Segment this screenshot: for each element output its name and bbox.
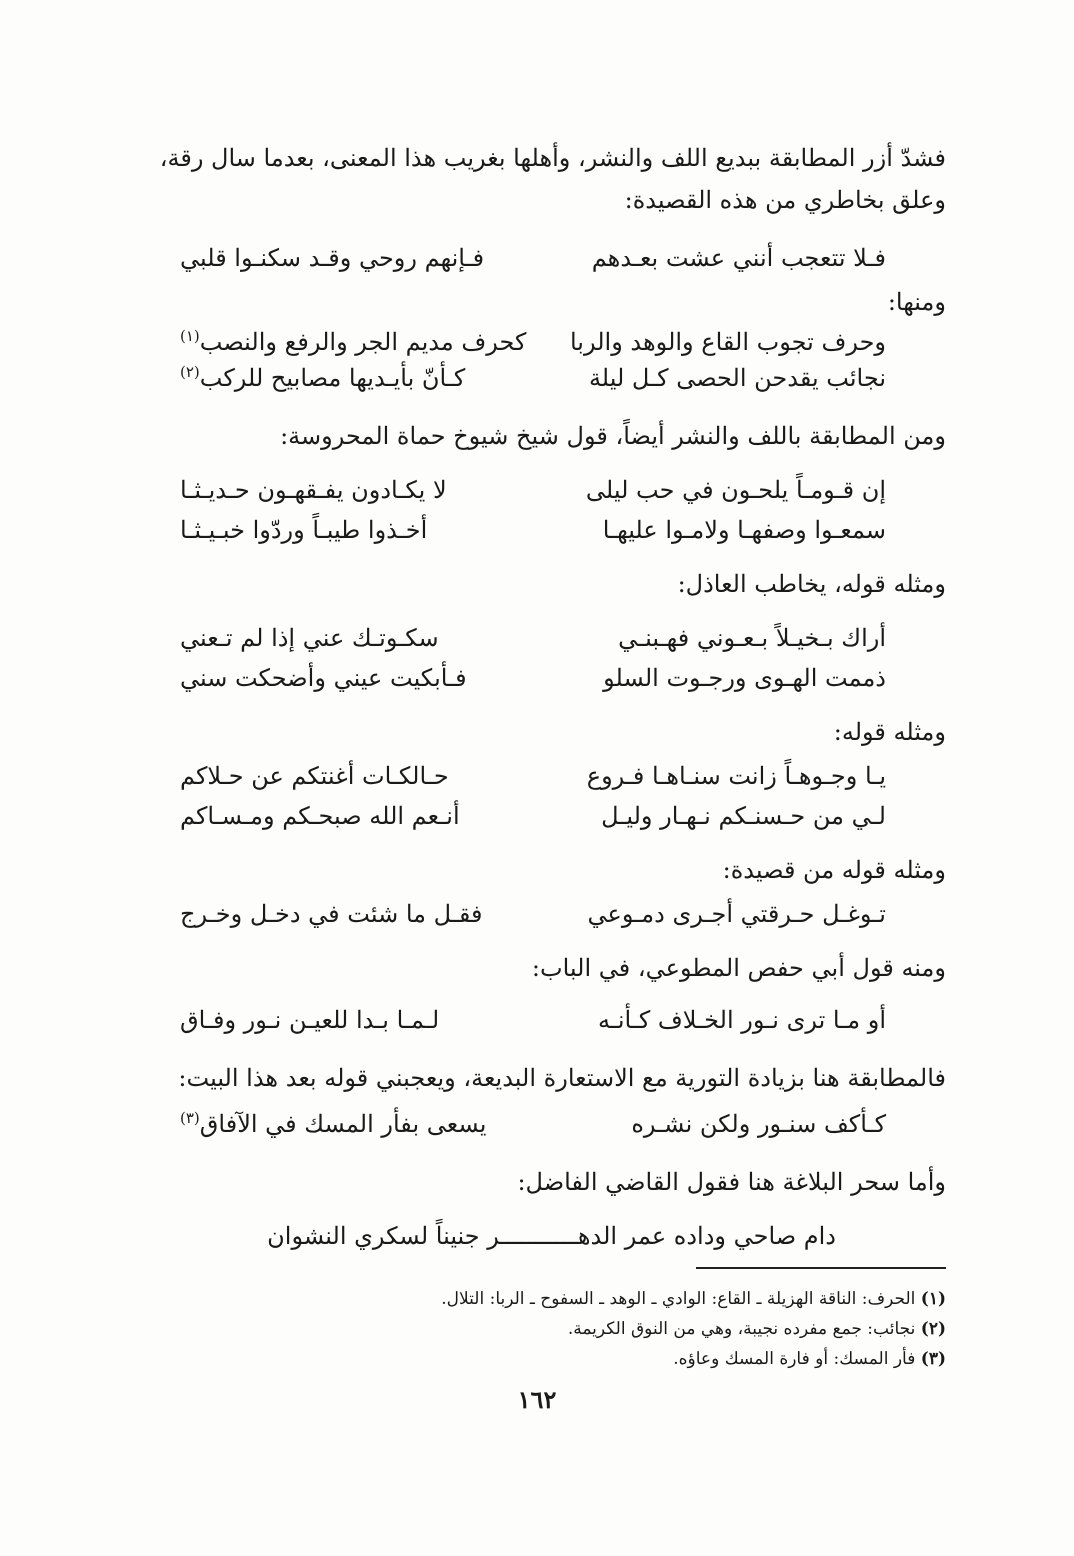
footnote-text: الحرف: الناقة الهزيلة ـ القاع: الوادي ـ الوهد ـ السفوح ـ الربا: التلال. — [441, 1289, 916, 1309]
verse-hemistich-right: تـوغـل حـرقتي أجـرى دمـوعي — [587, 900, 886, 928]
paragraph-line: وعلق بخاطري من هذه القصيدة: — [624, 186, 946, 214]
verse-hemistich-right: سمعـوا وصفهـا ولامـوا عليهـا — [602, 516, 886, 544]
verse-hemistich-right: نجائب يقدحن الحصى كـل ليلة — [588, 364, 886, 392]
verse-hemistich-left — [180, 1108, 486, 1140]
verse-hemistich-left: سكـوتـك عني إذا لم تـعني — [180, 624, 439, 652]
verse-hemistich-left: أخـذوا طيبـاً وردّوا خبـيـثـا — [180, 516, 428, 544]
page-number: ١٦٢ — [517, 1385, 557, 1414]
paragraph-line: وأما سحر البلاغة هنا فقول القاضي الفاضل: — [517, 1168, 946, 1196]
footnote-text: فأر المسك: أو فارة المسك وعاؤه. — [673, 1349, 916, 1369]
verse-single: دام صاحي وداده عمر الدهـــــــــــر جنيناً لسكري النشوان — [267, 1222, 836, 1250]
footnote — [673, 1346, 946, 1372]
verse-hemistich-left: لا يكـادون يفـقهـون حـديـثـا — [180, 476, 447, 504]
paragraph-line: ومثله قوله، يخاطب العاذل: — [677, 570, 946, 598]
verse-hemistich-left: فـإنهم روحي وقـد سكنـوا قلبي — [180, 244, 485, 272]
footnote-marker: (٢) — [180, 363, 200, 381]
verse-hemistich-left — [180, 362, 465, 394]
verse-hemistich-right: ذممت الهـوى ورجـوت السلو — [603, 664, 886, 692]
verse-hemistich-left: فقـل ما شئت في دخـل وخـرج — [180, 900, 483, 928]
paragraph-line: ومثله قوله: — [833, 718, 946, 746]
verse-text: كحرف مديم الجر والرفع والنصب — [199, 328, 527, 356]
verse-hemistich-right: إن قـومـاً يلحـون في حب ليلى — [585, 476, 886, 504]
verse-hemistich-left: فـأبكيت عيني وأضحكت سني — [180, 664, 467, 692]
footnote-text: نجائب: جمع مفرده نجيبة، وهي من النوق الكريمة. — [567, 1319, 916, 1339]
footnote — [441, 1286, 946, 1312]
verse-hemistich-right: كـأكف سنـور ولكن نشـره — [631, 1110, 886, 1138]
verse-hemistich-right: يـا وجـوهـاً زانت سنـاهـا فـروع — [586, 762, 886, 790]
paragraph-line: ومنها: — [887, 288, 946, 316]
verse-text: كـأنّ بأيـديها مصابيح للركب — [199, 364, 466, 392]
footnote-number: (٢) — [920, 1319, 946, 1339]
footnote-number: (٣) — [920, 1349, 946, 1369]
verse-hemistich-left: حـالكـات أغنتكم عن حـلاكم — [180, 762, 449, 790]
verse-hemistich-right: أراك بـخيـلاً بـعـوني فهـبنـي — [618, 624, 886, 652]
verse-hemistich-left: لـمـا بـدا للعيـن نـور وفـاق — [180, 1006, 440, 1034]
verse-hemistich-left: أنـعم الله صبحـكم ومـسـاكم — [180, 802, 460, 830]
verse-hemistich-right: أو مـا ترى نـور الخـلاف كـأنـه — [597, 1006, 886, 1034]
paragraph-line: ومنه قول أبي حفص المطوعي، في الباب: — [531, 954, 946, 982]
verse-text: يسعى بفأر المسك في الآفاق — [199, 1110, 487, 1138]
paragraph-line: ومن المطابقة باللف والنشر أيضاً، قول شيخ شيوخ حماة المحروسة: — [280, 422, 946, 450]
paragraph-line: فالمطابقة هنا بزيادة التورية مع الاستعارة البديعة، ويعجبني قوله بعد هذا البيت: — [178, 1064, 946, 1092]
footnote-number: (١) — [920, 1289, 946, 1309]
verse-hemistich-left — [180, 326, 526, 358]
footnote-divider — [696, 1267, 946, 1269]
verse-hemistich-right: لـي من حـسنـكم نـهـار وليـل — [601, 802, 886, 830]
footnote — [568, 1316, 946, 1342]
footnote-marker: (١) — [180, 327, 200, 345]
footnote-marker: (٣) — [180, 1109, 200, 1127]
verse-hemistich-right: وحرف تجوب القاع والوهد والربا — [569, 328, 886, 356]
paragraph-line: فشدّ أزر المطابقة ببديع اللف والنشر، وأهلها بغريب هذا المعنى، بعدما سال رقة، — [159, 144, 946, 172]
paragraph-line: ومثله قوله من قصيدة: — [722, 856, 946, 884]
verse-hemistich-right: فـلا تتعجب أنني عشت بعـدهم — [591, 244, 886, 272]
